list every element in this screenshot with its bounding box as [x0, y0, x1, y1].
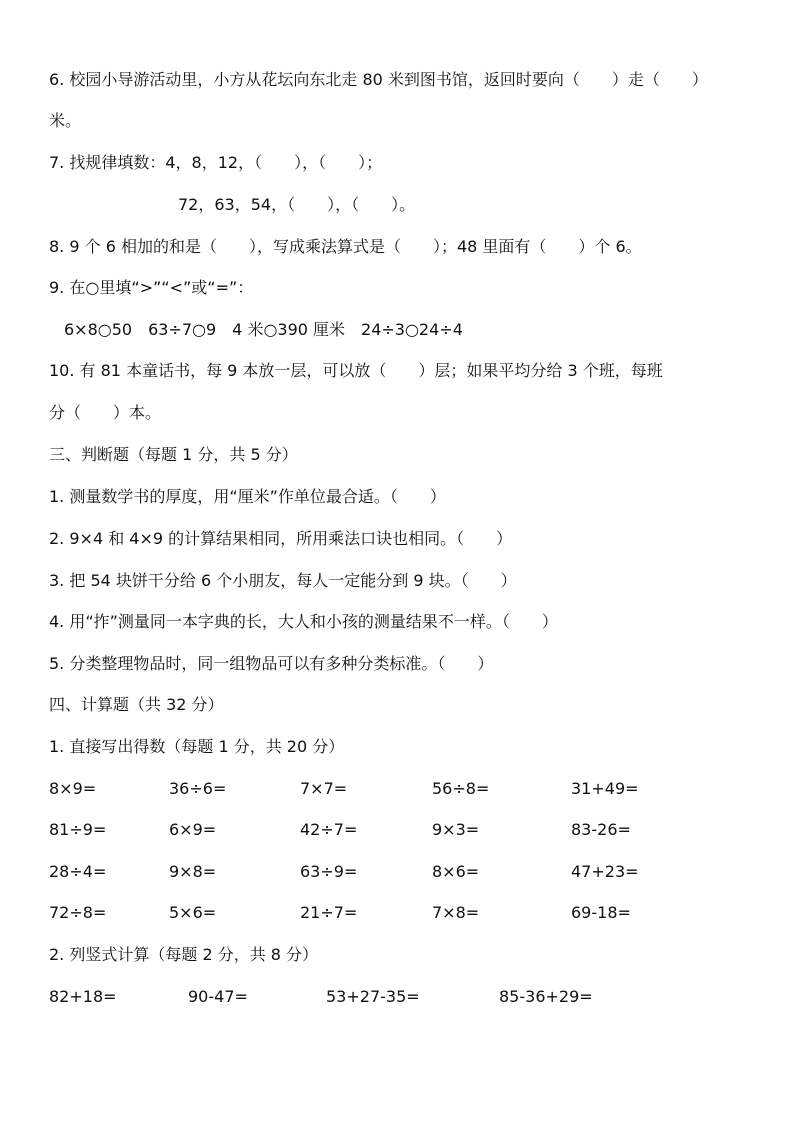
oral-calc-item: 69-18= — [571, 903, 631, 922]
question-7-line-1: 7. 找规律填数：4，8，12，（ ），（ ）； — [49, 153, 383, 172]
oral-calc-item: 81÷9= — [49, 820, 107, 839]
vertical-calc-item: 82+18= — [49, 987, 117, 1006]
question-9-items: 6×8○50 63÷7○9 4 米○390 厘米 24÷3○24÷4 — [64, 320, 463, 339]
oral-calc-item: 8×9= — [49, 779, 97, 798]
oral-calc-item: 42÷7= — [300, 820, 358, 839]
oral-calc-item: 47+23= — [571, 862, 639, 881]
vertical-calc-item: 85-36+29= — [499, 987, 593, 1006]
judgement-item: 5. 分类整理物品时，同一组物品可以有多种分类标准。（ ） — [49, 654, 494, 673]
judgement-item: 3. 把 54 块饼干分给 6 个小朋友，每人一定能分到 9 块。（ ） — [49, 571, 517, 590]
section-4-title: 四、计算题（共 32 分） — [49, 695, 224, 714]
vertical-calc-item: 90-47= — [188, 987, 248, 1006]
oral-calc-item: 63÷9= — [300, 862, 358, 881]
question-7-line-2: 72，63，54，（ ），（ ）。 — [178, 195, 416, 214]
oral-calc-item: 9×3= — [432, 820, 480, 839]
section-3-title: 三、判断题（每题 1 分，共 5 分） — [49, 445, 298, 464]
judgement-item: 1. 测量数学书的厚度，用“厘米”作单位最合适。（ ） — [49, 487, 446, 506]
question-8: 8. 9 个 6 相加的和是（ ），写成乘法算式是（ ）；48 里面有（ ）个 6。 — [49, 237, 642, 256]
judgement-item: 4. 用“拃”测量同一本字典的长，大人和小孩的测量结果不一样。（ ） — [49, 612, 558, 631]
oral-calc-item: 36÷6= — [169, 779, 227, 798]
oral-calc-item: 83-26= — [571, 820, 631, 839]
oral-calc-item: 7×7= — [300, 779, 348, 798]
oral-calc-item: 21÷7= — [300, 903, 358, 922]
vertical-calc-title: 2. 列竖式计算（每题 2 分，共 8 分） — [49, 945, 319, 964]
question-10-line-1: 10. 有 81 本童话书，每 9 本放一层，可以放（ ）层；如果平均分给 3 个班，每班 — [49, 361, 663, 380]
oral-calc-title: 1. 直接写出得数（每题 1 分，共 20 分） — [49, 737, 345, 756]
question-6-line-1: 6. 校园小导游活动里，小方从花坛向东北走 80 米到图书馆，返回时要向（ ）走（ ） — [49, 70, 708, 89]
question-9-title: 9. 在○里填“>”“<”或“=”： — [49, 278, 254, 297]
question-10-line-2: 分（ ）本。 — [49, 403, 162, 422]
judgement-item: 2. 9×4 和 4×9 的计算结果相同，所用乘法口诀也相同。（ ） — [49, 529, 513, 548]
oral-calc-item: 9×8= — [169, 862, 217, 881]
vertical-calc-item: 53+27-35= — [326, 987, 420, 1006]
oral-calc-item: 28÷4= — [49, 862, 107, 881]
oral-calc-item: 7×8= — [432, 903, 480, 922]
oral-calc-item: 5×6= — [169, 903, 217, 922]
oral-calc-item: 6×9= — [169, 820, 217, 839]
oral-calc-item: 8×6= — [432, 862, 480, 881]
question-6-line-2: 米。 — [49, 111, 82, 130]
oral-calc-item: 72÷8= — [49, 903, 107, 922]
oral-calc-item: 56÷8= — [432, 779, 490, 798]
oral-calc-item: 31+49= — [571, 779, 639, 798]
